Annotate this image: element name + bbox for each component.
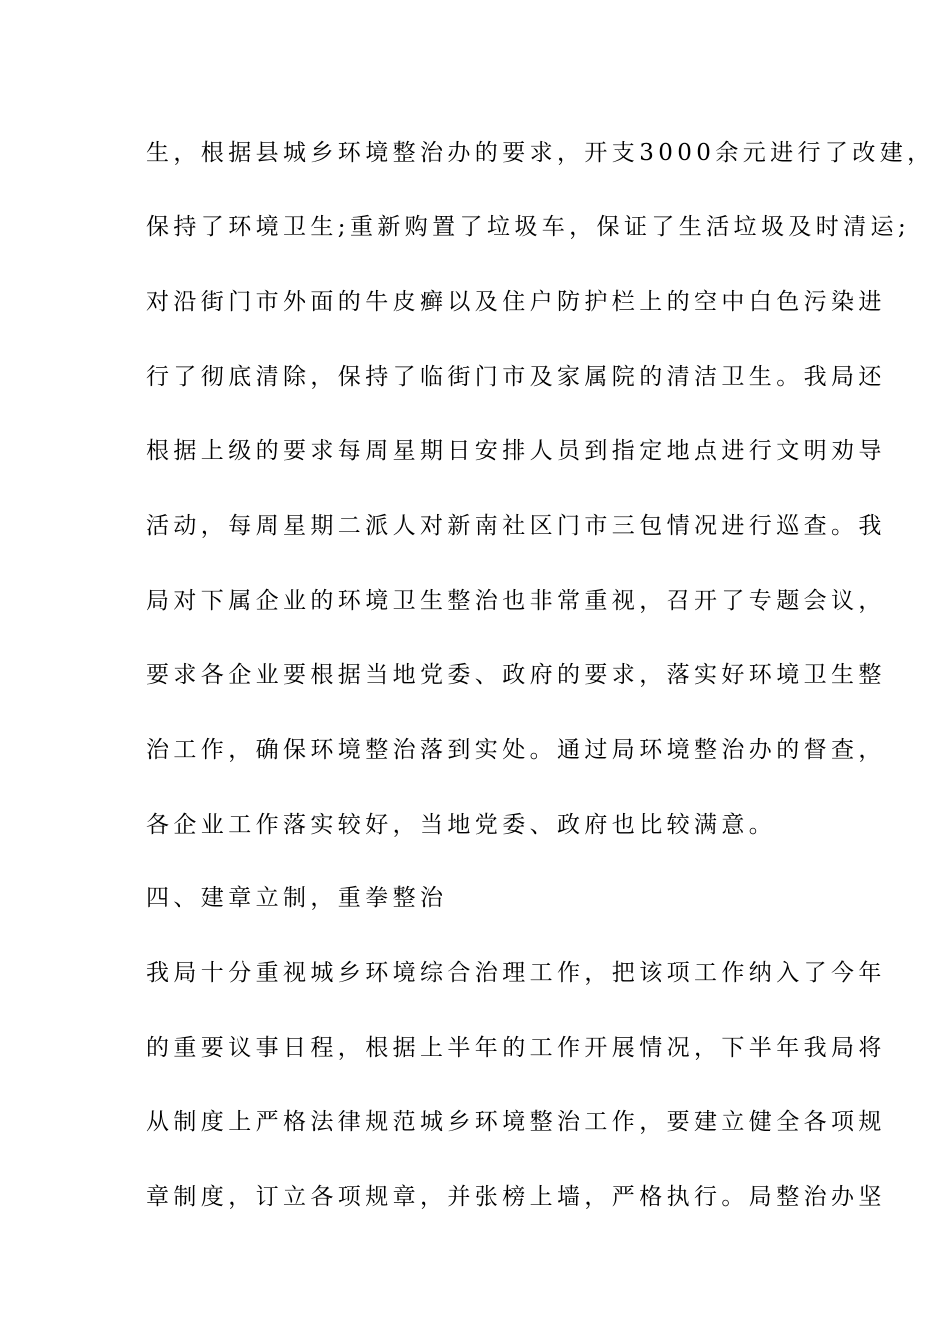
paragraph-line: 各企业工作落实较好，当地党委、政府也比较满意。 — [146, 812, 777, 838]
paragraph-line: 的重要议事日程，根据上半年的工作开展情况，下半年我局将 — [146, 1035, 886, 1061]
paragraph-line: 治工作，确保环境整治落到实处。通过局环境整治办的督查， — [146, 737, 886, 763]
paragraph-line: 局对下属企业的环境卫生整治也非常重视，召开了专题会议， — [146, 588, 886, 614]
paragraph-line: 对沿街门市外面的牛皮癣以及住户防护栏上的空中白色污染进 — [146, 289, 886, 315]
paragraph-line: 从制度上严格法律规范城乡环境整治工作，要建立健全各项规 — [146, 1109, 886, 1135]
paragraph-line: 要求各企业要根据当地党委、政府的要求，落实好环境卫生整 — [146, 662, 886, 688]
paragraph-line: 活动，每周星期二派人对新南社区门市三包情况进行巡查。我 — [146, 513, 886, 539]
paragraph-line: 我局十分重视城乡环境综合治理工作，把该项工作纳入了今年 — [146, 960, 886, 986]
paragraph-line: 生，根据县城乡环境整治办的要求，开支3000余元进行了改建， — [146, 140, 935, 166]
section-heading: 四、建章立制，重拳整治 — [146, 885, 448, 911]
paragraph-line: 行了彻底清除，保持了临街门市及家属院的清洁卫生。我局还 — [146, 364, 886, 390]
paragraph-line: 章制度，订立各项规章，并张榜上墙，严格执行。局整治办坚 — [146, 1184, 886, 1210]
paragraph-line: 根据上级的要求每周星期日安排人员到指定地点进行文明劝导 — [146, 438, 886, 464]
paragraph-line: 保持了环境卫生;重新购置了垃圾车，保证了生活垃圾及时清运; — [146, 214, 911, 240]
